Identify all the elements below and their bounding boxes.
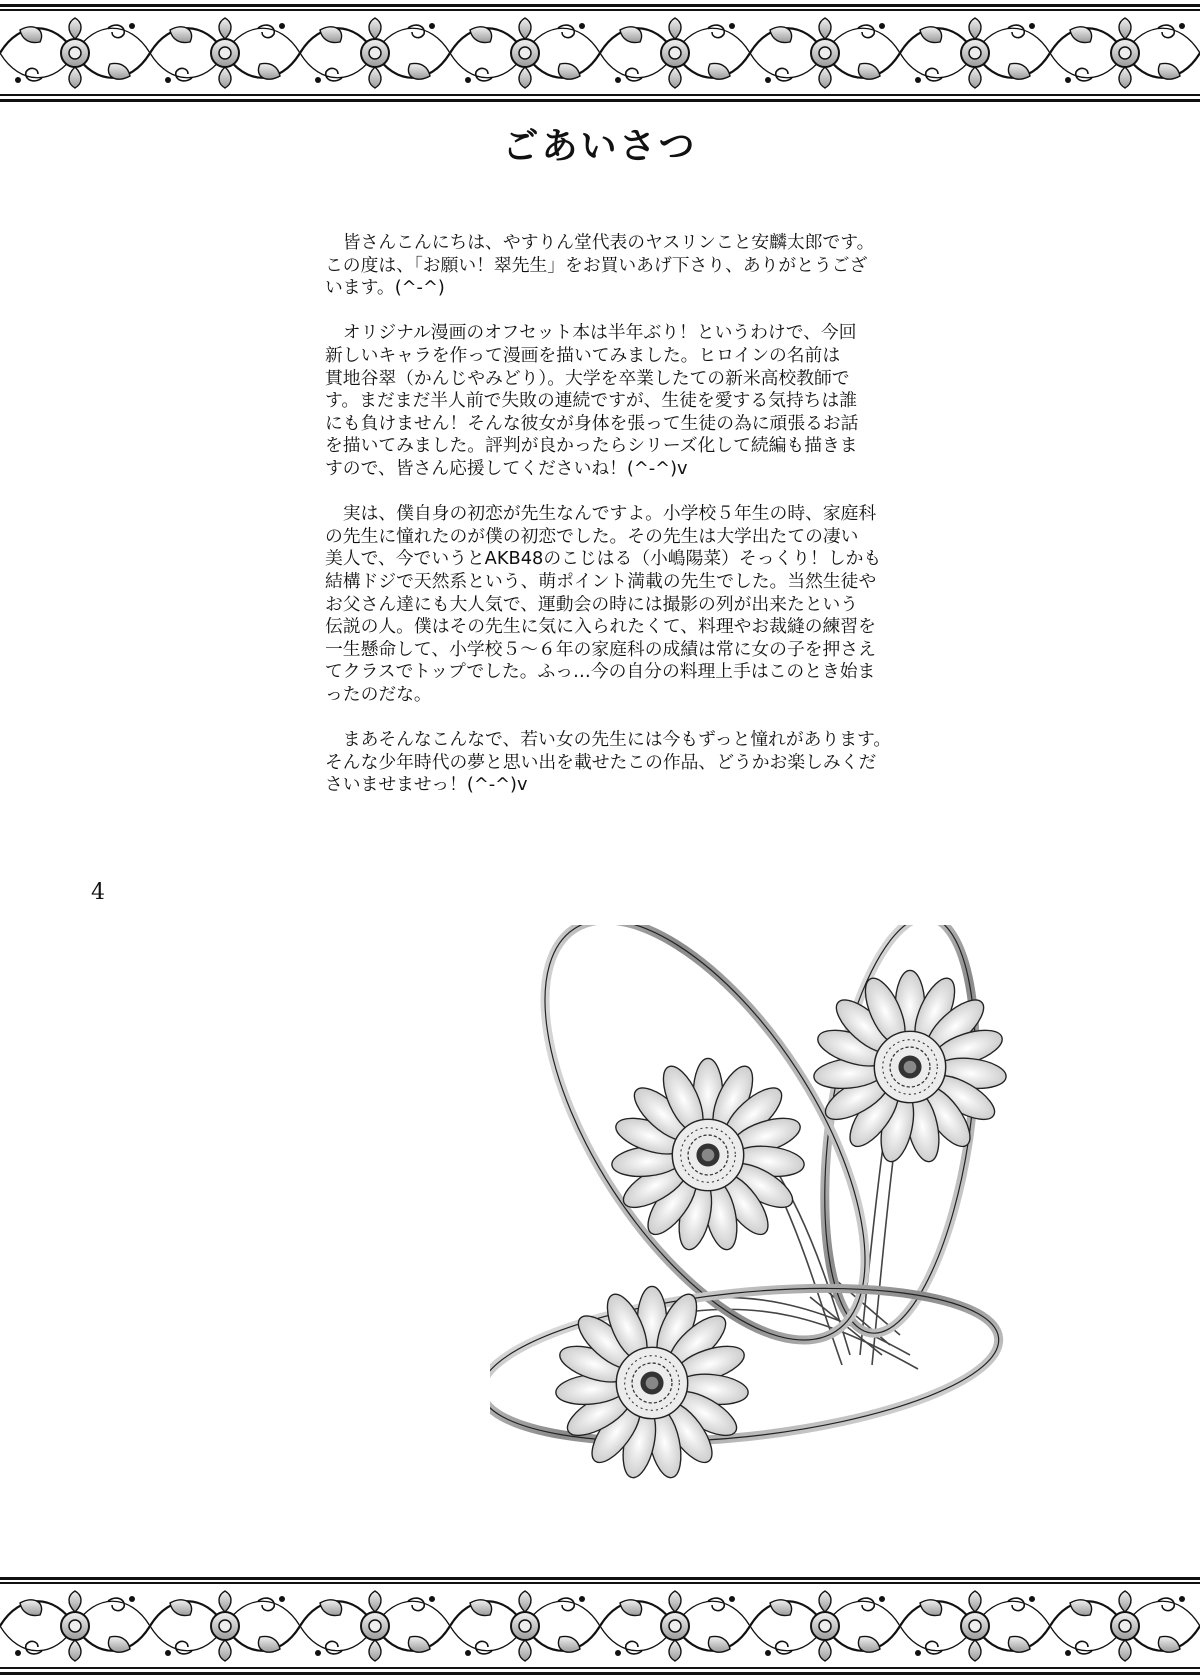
text-line: います。(^-^) [325, 277, 445, 299]
text-line: 新しいキャラを作って漫画を描いてみました。ヒロインの名前は [325, 344, 841, 366]
greeting-paragraph [325, 232, 915, 300]
text-line: 一生懸命して、小学校５～６年の家庭科の成績は常に女の子を押さえ [325, 638, 876, 660]
text-line: まあそんなこんなで、若い女の先生には今もずっと憧れがあります。 [325, 729, 892, 751]
text-line: そんな少年時代の夢と思い出を載せたこの作品、どうかお楽しみくだ [325, 751, 877, 773]
bottom-floral-border [0, 1573, 1200, 1679]
greeting-body [325, 232, 915, 819]
text-line: てクラスでトップでした。ふっ…今の自分の料理上手はこのとき始ま [325, 661, 876, 683]
top-floral-border [0, 0, 1200, 106]
text-line: オリジナル漫画のオフセット本は半年ぶり！というわけで、今回 [325, 322, 857, 344]
greeting-paragraph [325, 503, 915, 706]
page-title: ごあいさつ [502, 126, 698, 167]
text-line: さいませませっ！(^-^)v [325, 774, 528, 796]
text-line: すので、皆さん応援してくださいね！(^-^)v [325, 457, 688, 479]
text-line: 結構ドジで天然系という、萌ポイント満載の先生でした。当然生徒や [325, 570, 877, 592]
text-line: この度は、「お願い！翠先生」をお買いあげ下さり、ありがとうござ [325, 254, 868, 276]
text-line: お父さん達にも大人気で、運動会の時には撮影の列が出来たという [325, 593, 859, 615]
page-number: 4 [91, 880, 105, 905]
greeting-paragraph [325, 322, 915, 480]
text-line: の先生に憧れたのが僕の初恋でした。その先生は大学出たての凄い [325, 525, 859, 547]
text-line: す。まだまだ半人前で失敗の連続ですが、生徒を愛する気持ちは誰 [325, 390, 858, 412]
greeting-paragraph [325, 729, 915, 797]
gerbera-daisy-illustration [490, 925, 1050, 1565]
text-line: 美人で、今でいうとAKB48のこじはる（小嶋陽菜）そっくり！しかも [325, 548, 882, 570]
text-line: 実は、僕自身の初恋が先生なんですよ。小学校５年生の時、家庭科 [325, 503, 877, 525]
text-line: 伝説の人。僕はその先生に気に入られたくて、料理やお裁縫の練習を [325, 616, 876, 638]
text-line: 貫地谷翠（かんじやみどり）。大学を卒業したての新米高校教師で [325, 367, 850, 389]
text-line: を描いてみました。評判が良かったらシリーズ化して続編も描きま [325, 435, 858, 457]
text-line: にも負けません！そんな彼女が身体を張って生徒の為に頑張るお話 [325, 412, 859, 434]
text-line: 皆さんこんにちは、やすりん堂代表のヤスリンこと安麟太郎です。 [325, 232, 875, 253]
text-line: ったのだな。 [325, 683, 432, 705]
